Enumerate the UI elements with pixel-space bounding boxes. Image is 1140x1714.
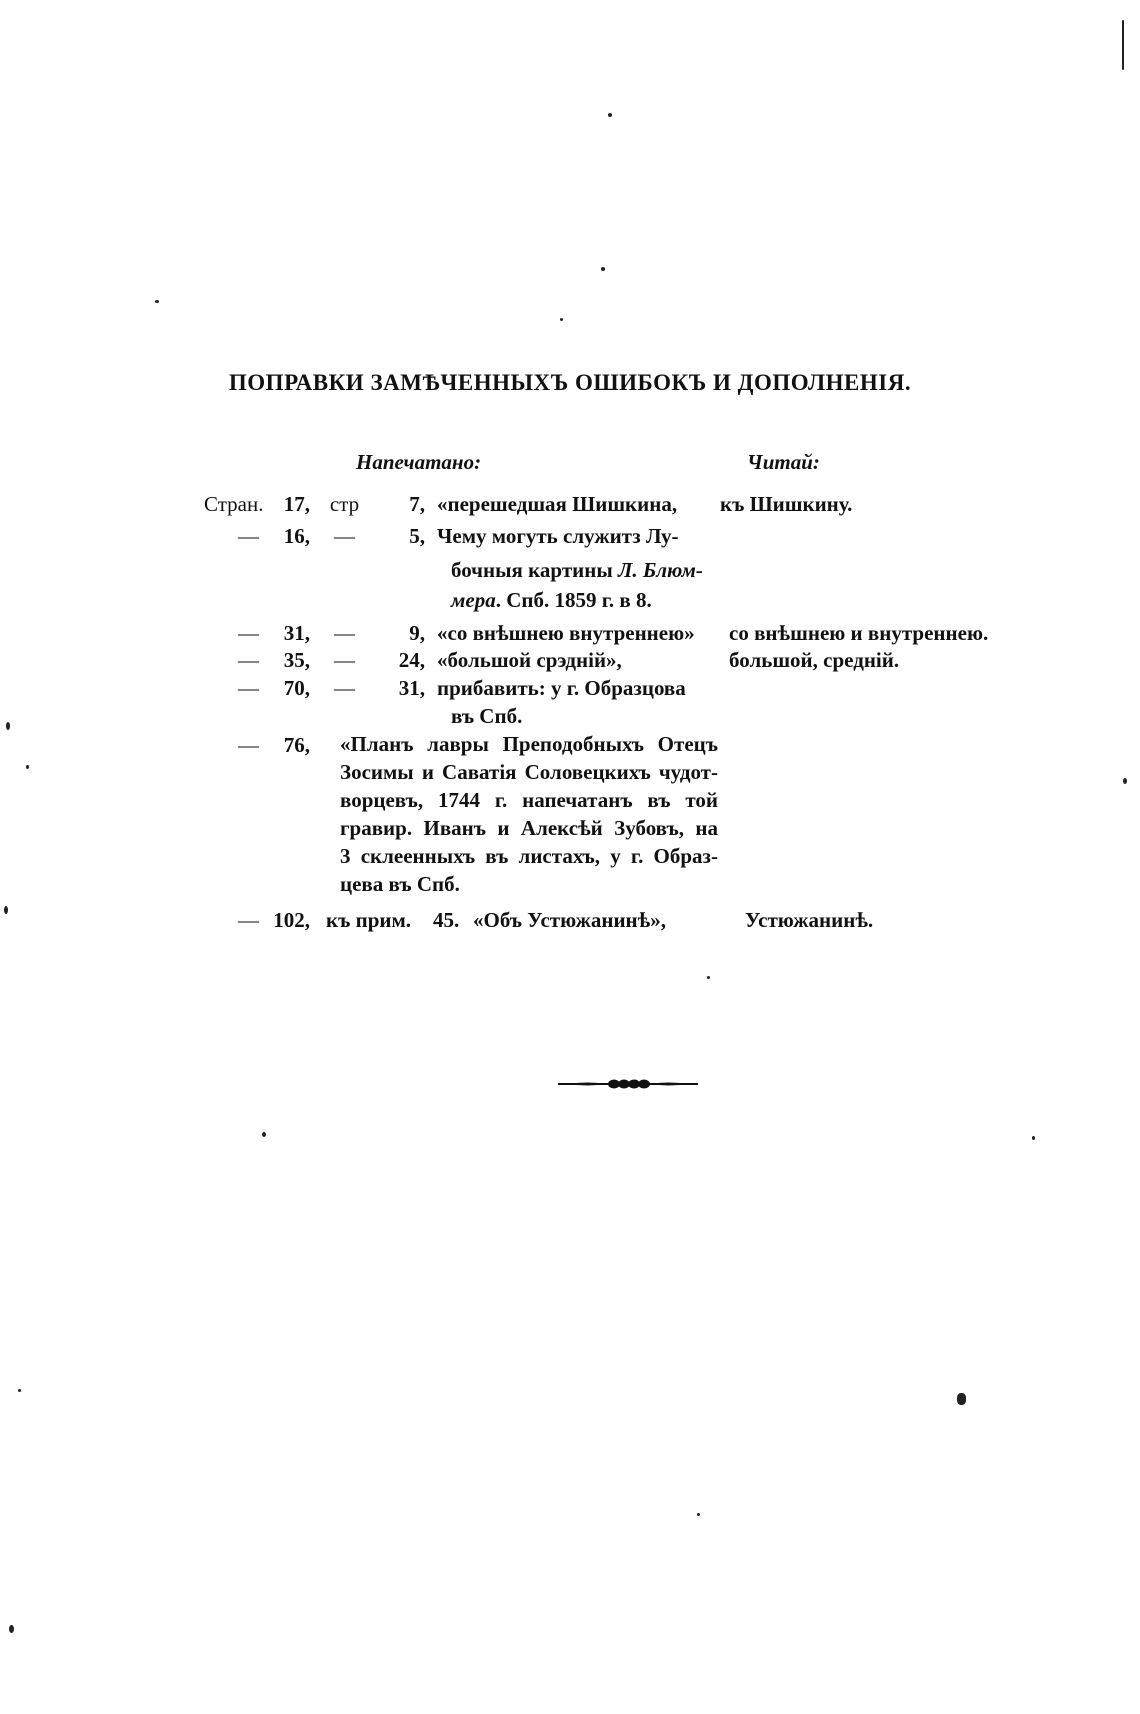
- scan-speck: [18, 1389, 21, 1392]
- printed-text-line: ворцевъ, 1744 г. напечатанъ въ той: [340, 788, 718, 812]
- page-label: —: [238, 733, 259, 757]
- scan-speck: [6, 722, 10, 730]
- line-number: 7,: [409, 492, 425, 516]
- line-label: —: [334, 524, 355, 548]
- page-number: 35,: [283, 648, 310, 672]
- scan-edge-mark: [1122, 20, 1124, 70]
- page-label: —: [238, 621, 259, 645]
- printed-text-part: . Спб. 1859 г. в 8.: [495, 588, 652, 612]
- scan-speck: [957, 1393, 966, 1405]
- line-number: 5,: [409, 524, 425, 548]
- page-number: 76,: [283, 733, 310, 757]
- scan-speck: [9, 1625, 14, 1633]
- correction-text: къ Шишкину.: [720, 492, 853, 516]
- scan-speck: [560, 318, 563, 321]
- line-label: —: [334, 621, 355, 645]
- page-label: Стран.: [204, 492, 264, 516]
- scan-speck: [1123, 778, 1127, 784]
- line-number: 9,: [409, 621, 425, 645]
- page-label: —: [238, 524, 259, 548]
- printed-text: Чему могуть служитз Лу-: [437, 524, 679, 548]
- column-header-read: Читай:: [747, 450, 820, 474]
- line-number: 24,: [398, 648, 425, 672]
- printed-text-continuation: [451, 585, 652, 615]
- page-number: 16,: [283, 524, 310, 548]
- line-number: 31,: [398, 676, 425, 700]
- page-label: —: [238, 648, 259, 672]
- line-label: стр: [329, 492, 360, 516]
- correction-text: Устюжанинѣ.: [745, 908, 874, 932]
- line-number: 45.: [433, 908, 460, 932]
- printed-text-continuation: въ Спб.: [451, 704, 523, 728]
- scan-speck: [697, 1513, 700, 1516]
- errata-row: [0, 618, 1140, 648]
- printed-text-line: «Планъ лавры Преподобныхъ Отецъ: [340, 732, 718, 756]
- scan-speck: [601, 267, 605, 271]
- page-label: —: [238, 676, 259, 700]
- line-label: къ прим.: [326, 908, 412, 932]
- errata-row: [0, 489, 1140, 519]
- printed-text-continuation: [451, 555, 703, 585]
- correction-text: большой, средній.: [729, 648, 900, 672]
- printed-text-line: цева въ Спб.: [340, 872, 460, 896]
- column-header-printed: Напечатано:: [356, 450, 482, 474]
- scan-speck: [1032, 1136, 1035, 1140]
- scan-speck: [26, 765, 29, 769]
- scan-speck: [707, 976, 710, 979]
- errata-row: [0, 673, 1140, 703]
- correction-text: со внѣшнею и внутреннею.: [729, 621, 989, 645]
- scan-speck: [262, 1132, 266, 1137]
- errata-row: [0, 645, 1140, 675]
- printed-text: «Объ Устюжанинѣ»,: [473, 908, 666, 932]
- printed-text-line: 3 склеенныхъ въ листахъ, у г. Образ-: [340, 844, 718, 868]
- page-heading: ПОПРАВКИ ЗАМѢЧЕННЫХЪ ОШИБОКЪ И ДОПОЛНЕНІЯ.: [228, 370, 912, 395]
- scan-speck: [608, 113, 612, 117]
- printed-text: «перешедшая Шишкина,: [437, 492, 678, 516]
- page-number: 70,: [283, 676, 310, 700]
- printed-text-part: бочныя картины: [451, 558, 618, 582]
- printed-text: «большой срэднiй»,: [437, 648, 622, 672]
- scan-speck: [155, 300, 159, 303]
- scan-speck: [4, 906, 8, 914]
- printed-text-part-italic: Л. Блюм-: [617, 558, 703, 582]
- page-number: 102,: [273, 908, 310, 932]
- errata-row: [0, 521, 1140, 551]
- page-label: —: [238, 908, 259, 932]
- page-number: 31,: [283, 621, 310, 645]
- printed-text-block: [340, 730, 718, 898]
- printed-text: прибавить: у г. Образцова: [437, 676, 686, 700]
- ornament-divider: [558, 1076, 698, 1092]
- line-label: —: [334, 676, 355, 700]
- printed-text: «со внѣшнею внутреннею»: [437, 621, 695, 645]
- printed-text-line: гравир. Иванъ и Алексѣй Зубовъ, на: [340, 816, 718, 840]
- line-label: —: [334, 648, 355, 672]
- errata-row: [0, 905, 1140, 935]
- page-number: 17,: [283, 492, 310, 516]
- printed-text-part-italic: мера: [451, 588, 496, 612]
- printed-text-line: Зосимы и Саватія Соловецкихъ чудот-: [340, 760, 718, 784]
